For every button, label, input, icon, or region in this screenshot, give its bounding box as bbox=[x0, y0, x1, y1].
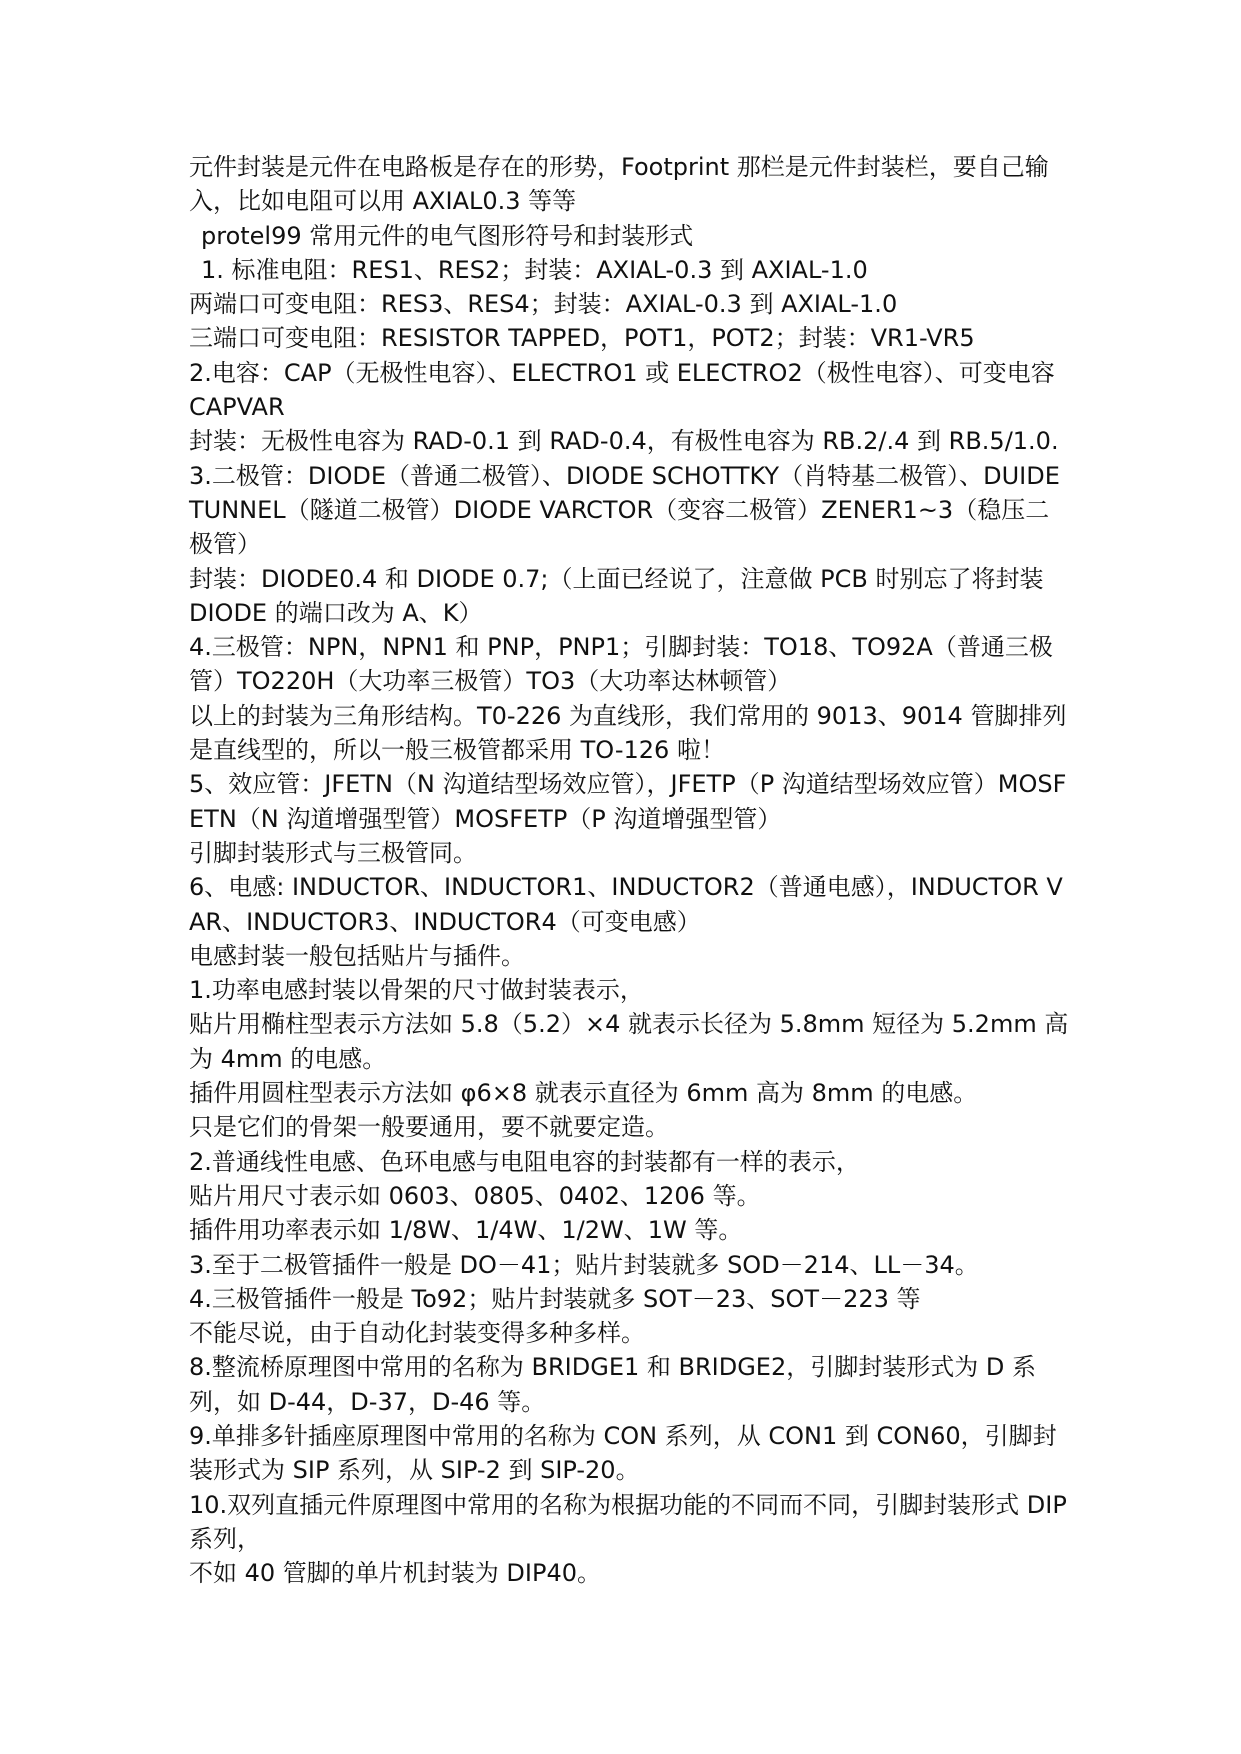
paragraph: 不如 40 管脚的单片机封装为 DIP40。 bbox=[189, 1559, 601, 1588]
paragraph: 3.二极管：DIODE（普通二极管）、DIODE SCHOTTKY（肖特基二极管）、DUIDE TUNNEL（隧道二极管）DIODE VARCTOR（变容二极管）ZENER1~3（稳压二极管） bbox=[189, 461, 1060, 559]
paragraph: 9.单排多针插座原理图中常用的名称为 CON 系列，从 CON1 到 CON60，引脚封装形式为 SIP 系列，从 SIP-2 到 SIP-20。 bbox=[189, 1421, 1057, 1485]
paragraph: protel99 常用元件的电气图形符号和封装形式 bbox=[201, 221, 694, 250]
paragraph: 4.三极管：NPN，NPN1 和 PNP，PNP1；引脚封装：TO18、TO92A（普通三极管）TO220H（大功率三极管）TO3（大功率达林顿管） bbox=[189, 633, 1053, 696]
paragraph: 插件用圆柱型表示方法如 φ6×8 就表示直径为 6mm 高为 8mm 的电感。 bbox=[189, 1079, 978, 1108]
paragraph: 8.整流桥原理图中常用的名称为 BRIDGE1 和 BRIDGE2，引脚封装形式为 D 系列，如 D-44，D-37，D-46 等。 bbox=[189, 1353, 1036, 1416]
paragraph: 引脚封装形式与三极管同。 bbox=[189, 838, 477, 867]
paragraph: 1.功率电感封装以骨架的尺寸做封装表示， bbox=[189, 976, 644, 1005]
paragraph: 以上的封装为三角形结构。T0-226 为直线形，我们常用的 9013、9014 管脚排列是直线型的，所以一般三极管都采用 TO-126 啦！ bbox=[189, 701, 1067, 765]
paragraph: 电感封装一般包括贴片与插件。 bbox=[189, 941, 525, 970]
document-body bbox=[189, 150, 1069, 1590]
paragraph: 插件用功率表示如 1/8W、1/4W、1/2W、1W 等。 bbox=[189, 1216, 743, 1245]
paragraph: 两端口可变电阻：RES3、RES4；封装：AXIAL-0.3 到 AXIAL-1.0 bbox=[189, 290, 898, 319]
paragraph: 3.至于二极管插件一般是 DO－41；贴片封装就多 SOD－214、LL－34。 bbox=[189, 1250, 979, 1279]
paragraph: 4.三极管插件一般是 To92；贴片封装就多 SOT－23、SOT－223 等 bbox=[189, 1284, 921, 1313]
paragraph: 10.双列直插元件原理图中常用的名称为根据功能的不同而不同，引脚封装形式 DIP 系列， bbox=[189, 1490, 1067, 1553]
paragraph: 1. 标准电阻：RES1、RES2；封装：AXIAL-0.3 到 AXIAL-1.0 bbox=[201, 255, 868, 284]
paragraph: 三端口可变电阻：RESISTOR TAPPED，POT1，POT2；封装：VR1-VR5 bbox=[189, 324, 975, 353]
paragraph: 不能尽说，由于自动化封装变得多种多样。 bbox=[189, 1319, 645, 1348]
paragraph: 贴片用尺寸表示如 0603、0805、0402、1206 等。 bbox=[189, 1181, 761, 1210]
paragraph: 元件封装是元件在电路板是存在的形势，Footprint 那栏是元件封装栏，要自己输入，比如电阻可以用 AXIAL0.3 等等 bbox=[189, 153, 1049, 216]
paragraph: 2.电容：CAP（无极性电容）、ELECTRO1 或 ELECTRO2（极性电容）、可变电容 CAPVAR bbox=[189, 358, 1055, 422]
paragraph: 6、电感: INDUCTOR、INDUCTOR1、INDUCTOR2（普通电感），INDUCTOR VAR、INDUCTOR3、INDUCTOR4（可变电感） bbox=[189, 873, 1063, 936]
paragraph: 2.普通线性电感、色环电感与电阻电容的封装都有一样的表示， bbox=[189, 1147, 860, 1176]
paragraph: 只是它们的骨架一般要通用，要不就要定造。 bbox=[189, 1113, 669, 1142]
paragraph: 封装：无极性电容为 RAD-0.1 到 RAD-0.4，有极性电容为 RB.2/.4 到 RB.5/1.0. bbox=[189, 427, 1059, 456]
paragraph: 封装：DIODE0.4 和 DIODE 0.7;（上面已经说了，注意做 PCB 时别忘了将封装 DIODE 的端口改为 A、K） bbox=[189, 564, 1044, 627]
paragraph: 5、效应管：JFETN（N 沟道结型场效应管），JFETP（P 沟道结型场效应管）MOSFETN（N 沟道增强型管）MOSFETP（P 沟道增强型管） bbox=[189, 770, 1067, 833]
paragraph: 贴片用椭柱型表示方法如 5.8（5.2）×4 就表示长径为 5.8mm 短径为 5.2mm 高为 4mm 的电感。 bbox=[189, 1010, 1069, 1073]
